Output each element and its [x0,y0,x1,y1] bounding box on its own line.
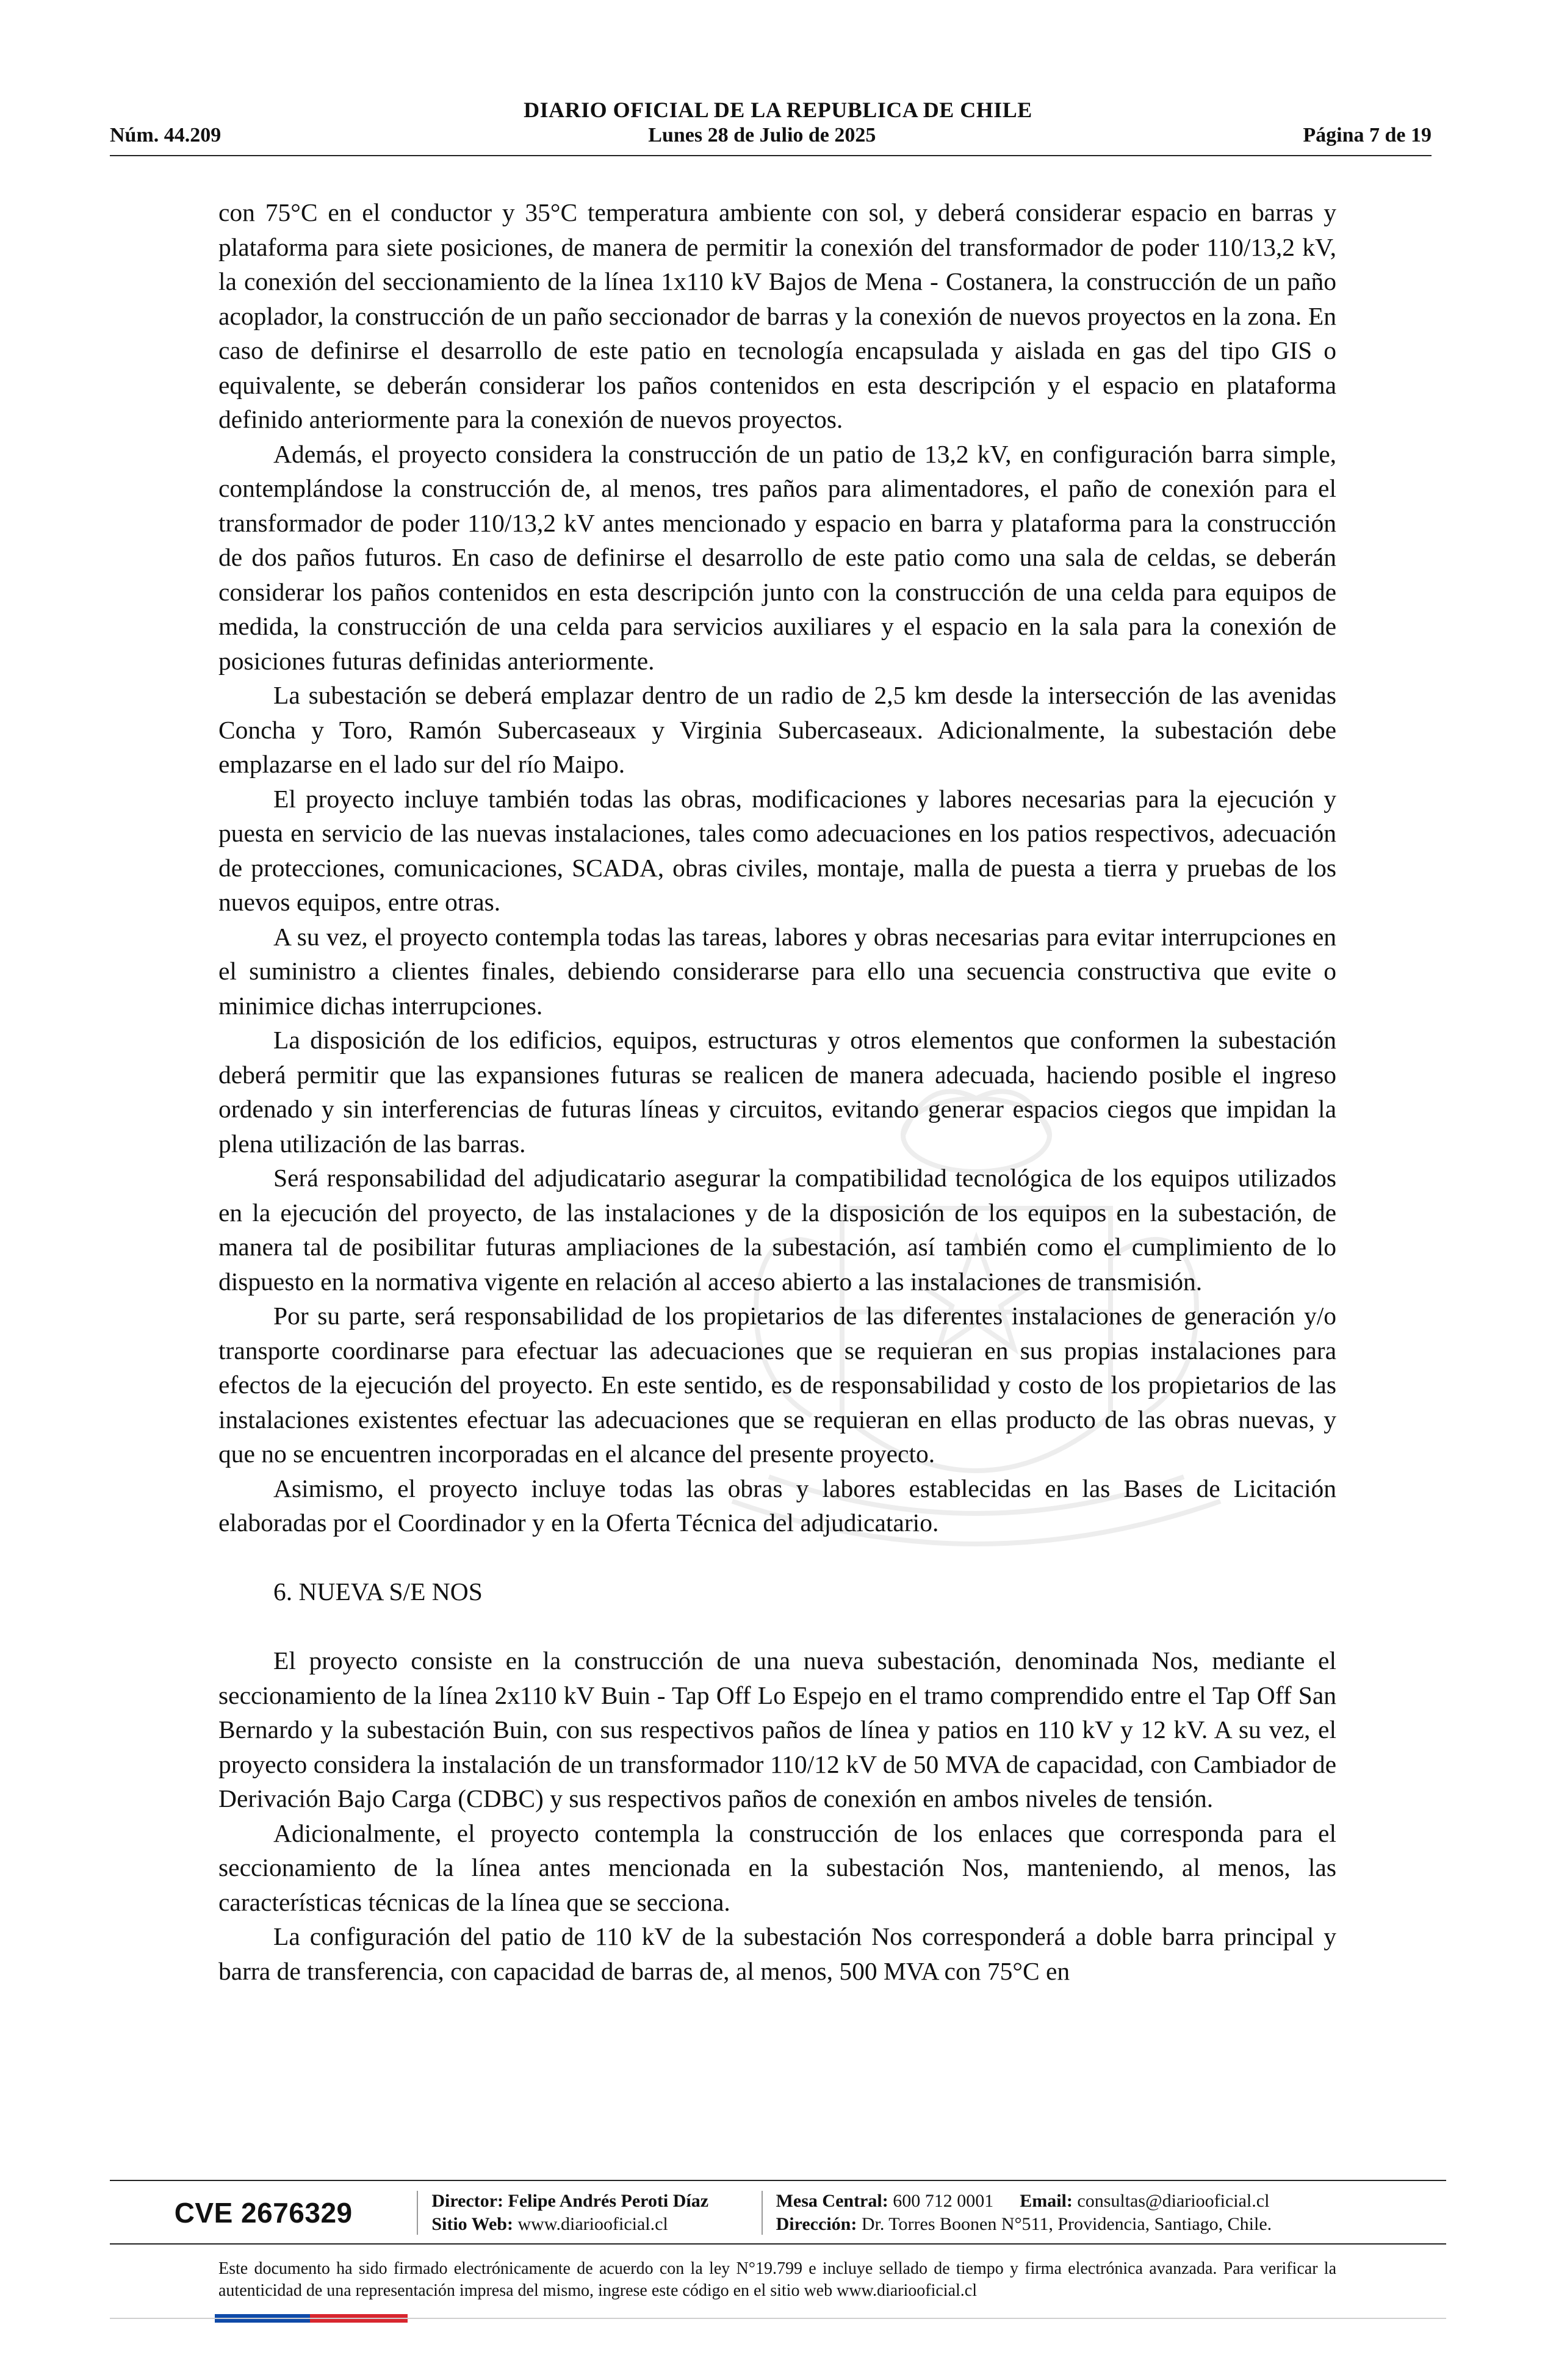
email-link[interactable]: consultas@diariooficial.cl [1077,2191,1270,2211]
issue-date: Lunes 28 de Julio de 2025 [648,124,876,146]
phone-label: Mesa Central: [776,2191,888,2211]
address-label: Dirección: [776,2214,857,2234]
director-label: Director: [431,2191,504,2211]
paragraph-10: El proyecto consiste en la construcción de una nueva subestación, denominada Nos, mediante el seccionamiento de la línea 2x110 kV Buin - Tap Off Lo Espejo en el tramo comprendido entre el Tap Off San Bernardo y la subestación Buin, con sus respectivos paños de línea y patios en 110 kV y 12 kV. A su vez, el proyecto considera la instalación de un transformador 110/12 kV de 50 MVA de capacidad, con Cambiador de Derivación Bajo Carga (CDBC) y sus respectivos paños de conexión en ambos niveles de tensión. [218,1646,1336,1812]
website-line [431,2213,747,2236]
footer-bottom-divider [110,2318,1446,2319]
website-label: Sitio Web: [431,2214,513,2234]
paragraph-11: Adicionalmente, el proyecto contempla la construcción de los enlaces que corresponda para el seccionamiento de la línea antes mencionada en la subestación Nos, manteniendo, al menos, las características técnicas de la línea que se secciona. [218,1819,1336,1916]
footer-info-box [110,2187,1446,2238]
footer-director-block [418,2190,761,2236]
paragraph-3: La subestación se deberá emplazar dentro de un radio de 2,5 km desde la intersección de las avenidas Concha y Toro, Ramón Subercaseaux y Virginia Subercaseaux. Adicionalmente, la subestación debe emplazarse en el lado sur del río Maipo. [218,681,1336,778]
email-label: Email: [1020,2191,1073,2211]
document-body [218,195,1336,1988]
paragraph-2: Además, el proyecto considera la construcción de un patio de 13,2 kV, en configuración barra simple, contemplándose la construcción de, al menos, tres paños para alimentadores, el paño de conexión para el transformador de poder 110/13,2 kV antes mencionado y espacio en barra y plataforma para la construcción de dos paños futuros. En caso de definirse el desarrollo de este patio como una sala de celdas, se deberán considerar los paños contenidos en esta descripción junto con la construcción de una celda para equipos de medida, la construcción de una celda para servicios auxiliares y el espacio en la sala para la conexión de posiciones futuras definidas anteriormente. [218,439,1336,675]
page-indicator: Página 7 de 19 [1303,124,1432,146]
footer-top-divider [110,2180,1446,2181]
section-heading: 6. NUEVA S/E NOS [273,1578,483,1606]
paragraph-5: A su vez, el proyecto contempla todas las tareas, labores y obras necesarias para evitar interrupciones en el suministro a clientes finales, debiendo considerarse para ello una secuencia constructiva que evite o minimice dichas interrupciones. [218,922,1336,1020]
address-value: Dr. Torres Boonen N°511, Providencia, Santiago, Chile. [861,2214,1272,2234]
footer-contact-block [763,2190,1446,2236]
paragraph-4: El proyecto incluye también todas las obras, modificaciones y labores necesarias para la ejecución y puesta en servicio de las nuevas instalaciones, tales como adecuaciones en los patios respectivos, adecuación de protecciones, comunicaciones, SCADA, obras civiles, montaje, malla de puesta a tierra y pruebas de los nuevos equipos, entre otras. [218,784,1336,916]
cve-code: CVE 2676329 [174,2197,353,2229]
header-row [110,122,1432,149]
contact-line [776,2190,1433,2213]
director-line [431,2190,747,2213]
website-link[interactable]: www.diariooficial.cl [517,2214,668,2234]
phone-value: 600 712 0001 [893,2191,994,2211]
paragraph-6: La disposición de los edificios, equipos, estructuras y otros elementos que conformen la subestación deberá permitir que las expansiones futuras se realicen de manera adecuada, haciendo posible el ingreso ordenado y sin interferencias de futuras líneas y circuitos, evitando generar espacios ciegos que impidan la plena utilización de las barras. [218,1026,1336,1158]
footer-mid-divider [110,2243,1446,2245]
paragraph-8: Por su parte, será responsabilidad de los propietarios de las diferentes instalaciones de generación y/o transporte coordinarse para efectuar las adecuaciones que se requieran en sus propias instalaciones para efectos de la ejecución del proyecto. En este sentido, es de responsabilidad y costo de los propietarios de las instalaciones existentes efectuar las adecuaciones que se requieran en ellas producto de las obras nuevas, y que no se encuentren incorporadas en el alcance del presente proyecto. [218,1302,1336,1468]
paragraph-7: Será responsabilidad del adjudicatario asegurar la compatibilidad tecnológica de los equipos utilizados en la ejecución del proyecto, de las instalaciones y de la disposición de los equipos en la subestación, de manera tal de posibilitar futuras ampliaciones de la subestación, así también como el cumplimiento de lo dispuesto en la normativa vigente en relación al acceso abierto a las instalaciones de transmisión. [218,1164,1336,1296]
signature-notice: Este documento ha sido firmado electrónicamente de acuerdo con la ley N°19.799 e incluye sellado de tiempo y firma electrónica avanzada. Para verificar la autenticidad de una representación impresa del mismo, ingrese este código en el sitio web www.diariooficial.cl [218,2259,1336,2300]
header-divider [110,155,1432,156]
address-line [776,2213,1433,2236]
issue-number: Núm. 44.209 [110,124,222,146]
paragraph-12: La configuración del patio de 110 kV de la subestación Nos corresponderá a doble barra principal y barra de transferencia, con capacidad de barras de, al menos, 500 MVA con 75°C en [218,1922,1336,1985]
paragraph-9: Asimismo, el proyecto incluye todas las obras y labores establecidas en las Bases de Licitación elaboradas por el Coordinador y en la Oferta Técnica del adjudicatario. [218,1474,1336,1537]
publication-title: DIARIO OFICIAL DE LA REPUBLICA DE CHILE [524,98,1032,122]
director-name: Felipe Andrés Peroti Díaz [508,2191,709,2211]
paragraph-1: con 75°C en el conductor y 35°C temperatura ambiente con sol, y deberá considerar espacio en barras y plataforma para siete posiciones, de manera de permitir la conexión del transformador de poder 110/13,2 kV, la conexión del seccionamiento de la línea 1x110 kV Bajos de Mena - Costanera, la construcción de un paño acoplador, la construcción de un paño seccionador de barras y la conexión de nuevos proyectos en la zona. En caso de definirse el desarrollo de este patio en tecnología encapsulada y aislada en gas del tipo GIS o equivalente, se deberán considerar los paños contenidos en esta descripción y el espacio en plataforma definido anteriormente para la conexión de nuevos proyectos. [218,198,1336,433]
